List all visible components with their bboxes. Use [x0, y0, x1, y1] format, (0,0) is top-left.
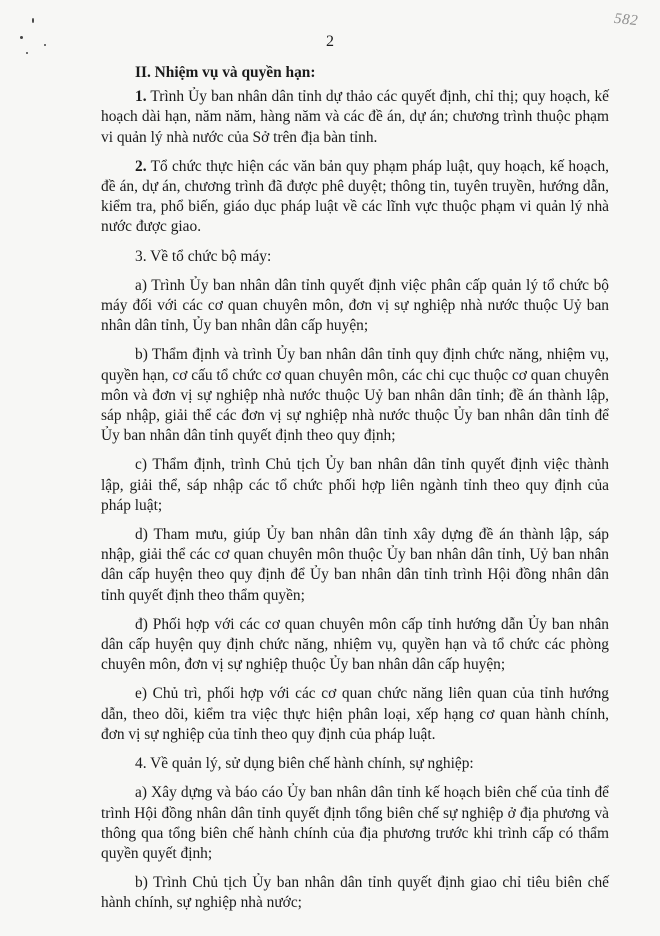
- paragraph-3-item-a: a) Trình Ủy ban nhân dân tỉnh quyết định việc phân cấp quản lý tổ chức bộ máy đối với các cơ quan chuyên môn, đơn vị sự nghiệp nhà nước thuộc Uỷ ban nhân dân tỉnh, Ủy ban nhân dân cấp huyện;: [101, 276, 609, 335]
- paragraph-3-heading: 3. Về tổ chức bộ máy:: [135, 247, 272, 265]
- paragraph-2: [101, 157, 609, 238]
- paragraph-4-heading: 4. Về quản lý, sử dụng biên chế hành chính, sự nghiệp:: [135, 755, 474, 773]
- paragraph-3-item-d: d) Tham mưu, giúp Ủy ban nhân dân tỉnh xây dựng đề án thành lập, sáp nhập, giải thể các cơ quan chuyên môn thuộc Ủy ban nhân dân tỉnh, Uỷ ban nhân dân cấp huyện theo quy định để Ủy ban nhân dân tỉnh trình Hội đồng nhân dân tỉnh quyết định theo thẩm quyền;: [101, 526, 609, 604]
- paragraph-3-item-e: e) Chủ trì, phối hợp với các cơ quan chức năng liên quan của tỉnh hướng dẫn, theo dõi, kiểm tra việc thực hiện phân loại, xếp hạng cơ quan hành chính, đơn vị sự nghiệp của tỉnh theo quy định của pháp luật.: [101, 685, 609, 743]
- page-number: 2: [326, 33, 334, 50]
- paragraph-4-item-a: a) Xây dựng và báo cáo Ủy ban nhân dân tỉnh kế hoạch biên chế của tỉnh để trình Hội đồng nhân dân tỉnh quyết định tổng biên chế sự nghiệp ở địa phương và thông qua tổng biên chế hành chính của địa phương trước khi trình cấp có thẩm quyền quyết định;: [101, 784, 609, 862]
- document-body: [101, 63, 609, 923]
- paragraph-3-item-c: c) Thẩm định, trình Chủ tịch Ủy ban nhân dân tỉnh quyết định việc thành lập, giải thể, sáp nhập các tổ chức phối hợp liên ngành tỉnh theo quy định của pháp luật;: [101, 456, 609, 514]
- handwritten-page-note: 582: [613, 10, 639, 30]
- paragraph-1-number: 1.: [135, 88, 147, 106]
- paragraph-3-item-b: b) Thẩm định và trình Ủy ban nhân dân tỉnh quy định chức năng, nhiệm vụ, quyền hạn, cơ cấu tổ chức cơ quan chuyên môn, các chi cục thuộc cơ quan chuyên môn và đơn vị sự nghiệp nhà nước thuộc Uỷ ban nhân dân tỉnh; đề án thành lập, sáp nhập, giải thể các đơn vị sự nghiệp nhà nước thuộc Ủy ban nhân dân tỉnh để Ủy ban nhân dân tỉnh quyết định theo quy định;: [101, 346, 609, 445]
- section-heading: II. Nhiệm vụ và quyền hạn:: [135, 64, 316, 81]
- paragraph-4-item-b: b) Trình Chủ tịch Ủy ban nhân dân tỉnh quyết định giao chỉ tiêu biên chế hành chính, sự nghiệp nhà nước;: [101, 874, 609, 912]
- paragraph-2-number: 2.: [135, 157, 147, 175]
- paragraph-1-text: Trình Ủy ban nhân dân tỉnh dự thảo các quyết định, chỉ thị; quy hoạch, kế hoạch dài hạn, năm năm, hàng năm và các đề án, dự án; chương trình thuộc phạm vi quản lý nhà nước của Sở trên địa bàn tỉnh.: [101, 88, 609, 146]
- paragraph-2-text: Tổ chức thực hiện các văn bản quy phạm pháp luật, quy hoạch, kế hoạch, đề án, dự án, chương trình đã được phê duyệt; thông tin, tuyên truyền, hướng dẫn, kiểm tra, phổ biến, giáo dục pháp luật về các lĩnh vực thuộc phạm vi quản lý nhà nước được giao.: [101, 157, 609, 236]
- paragraph-3-item-dd: đ) Phối hợp với các cơ quan chuyên môn cấp tỉnh hướng dẫn Ủy ban nhân dân cấp huyện quy định chức năng, nhiệm vụ, quyền hạn và tổ chức các phòng chuyên môn, đơn vị sự nghiệp thuộc Ủy ban nhân dân cấp huyện;: [101, 615, 609, 674]
- paragraph-1: [101, 87, 609, 148]
